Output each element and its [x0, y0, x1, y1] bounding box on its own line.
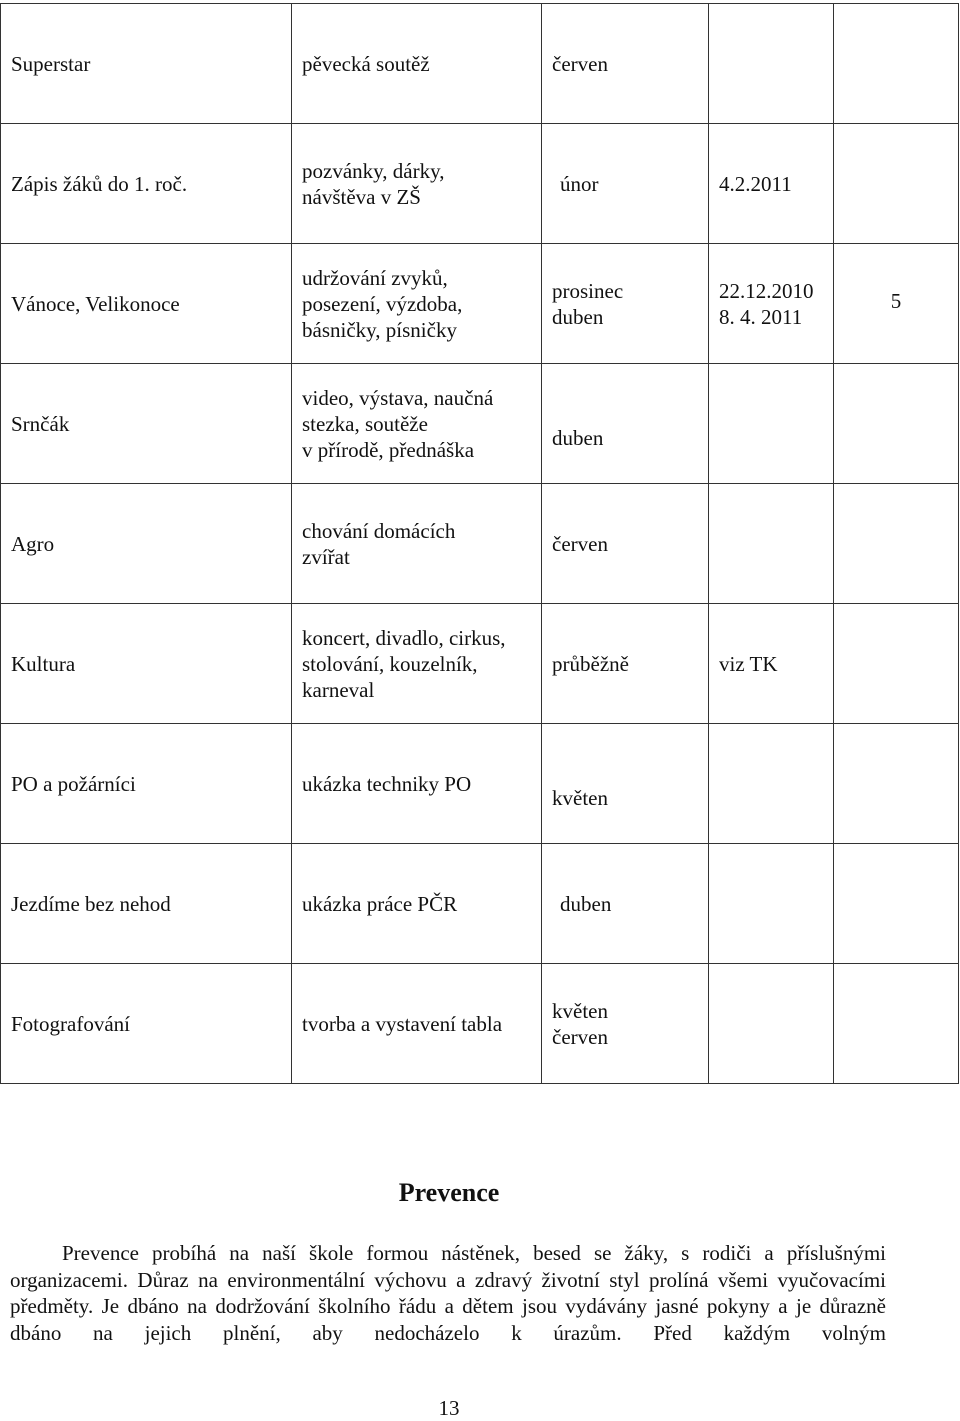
event-date-cell: [709, 964, 834, 1084]
event-activity: chování domácích zvířat: [302, 518, 456, 569]
event-count-cell: [834, 4, 959, 124]
table-row: [1, 964, 959, 1084]
event-name: PO a požárníci: [11, 771, 136, 796]
event-activity: udržování zvyků, posezení, výzdoba, básničky, písničky: [302, 265, 463, 342]
event-name-cell: [1, 124, 292, 244]
event-count: 5: [890, 289, 902, 313]
event-activity: pěvecká soutěž: [302, 51, 430, 76]
event-date-cell: [709, 364, 834, 484]
event-name: Fotografování: [11, 1011, 130, 1036]
event-month: průběžně: [552, 651, 629, 676]
event-month: prosinec duben: [552, 278, 624, 329]
event-name: Srnčák: [11, 411, 70, 436]
event-month-cell: [542, 244, 709, 364]
event-month-cell: [542, 484, 709, 604]
table-row: [1, 604, 959, 724]
event-activity-cell: [292, 124, 542, 244]
event-count-cell: [834, 484, 959, 604]
event-activity-cell: [292, 244, 542, 364]
table-row: [1, 724, 959, 844]
event-month-cell: [542, 724, 709, 844]
event-name-cell: [1, 4, 292, 124]
event-date: 4.2.2011: [719, 171, 792, 196]
event-count-cell: [834, 844, 959, 964]
table-row: [1, 244, 959, 364]
event-name-cell: [1, 724, 292, 844]
event-date-cell: [709, 844, 834, 964]
event-activity-cell: [292, 724, 542, 844]
event-name: Jezdíme bez nehod: [11, 891, 171, 916]
event-date-cell: [709, 124, 834, 244]
event-activity: pozvánky, dárky, návštěva v ZŠ: [302, 158, 445, 209]
event-date-cell: [709, 484, 834, 604]
event-name: Kultura: [11, 651, 76, 676]
event-count-cell: [834, 244, 959, 364]
event-month-cell: [542, 844, 709, 964]
section-heading: Prevence: [398, 1178, 500, 1207]
event-count-cell: [834, 364, 959, 484]
event-activity-cell: [292, 604, 542, 724]
event-activity-cell: [292, 964, 542, 1084]
event-activity: video, výstava, naučná stezka, soutěže v přírodě, přednáška: [302, 385, 494, 462]
table-row: [1, 484, 959, 604]
event-date-cell: [709, 244, 834, 364]
event-name: Vánoce, Velikonoce: [11, 291, 180, 316]
event-name: Superstar: [11, 51, 91, 76]
event-name-cell: [1, 364, 292, 484]
event-date-cell: [709, 4, 834, 124]
event-month: duben: [560, 891, 612, 916]
event-date-cell: [709, 724, 834, 844]
event-activity: tvorba a vystavení tabla: [302, 1011, 503, 1036]
event-name-cell: [1, 244, 292, 364]
event-month: květen červen: [552, 998, 608, 1049]
table-row: [1, 364, 959, 484]
page-number: 13: [438, 1396, 460, 1420]
event-name-cell: [1, 964, 292, 1084]
event-month-cell: [542, 4, 709, 124]
event-name: Agro: [11, 531, 55, 556]
event-name-cell: [1, 844, 292, 964]
event-month-cell: [542, 364, 709, 484]
event-activity: ukázka techniky PO: [302, 771, 472, 796]
event-date: viz TK: [719, 651, 778, 676]
event-month-cell: [542, 964, 709, 1084]
event-activity-cell: [292, 844, 542, 964]
event-month: květen: [552, 785, 608, 810]
section-paragraph: Prevence probíhá na naší škole formou nástěnek, besed se žáky, s rodiči a příslušnými organizacemi. Důraz na environmentální výchovu a zdravý životní styl prolíná všemi vyučovacími předměty. Je dbáno na dodržování školního řádu a dětem jsou vydávány jasné pokyny a je důrazně dbáno na jejich plnění, aby nedocházelo k úrazům. Před každým volným: [10, 1241, 886, 1345]
event-activity-cell: [292, 364, 542, 484]
event-activity: ukázka práce PČR: [302, 891, 458, 916]
event-month: duben: [552, 425, 604, 450]
event-date-cell: [709, 604, 834, 724]
event-name-cell: [1, 604, 292, 724]
event-activity: koncert, divadlo, cirkus, stolování, kouzelník, karneval: [302, 625, 506, 702]
event-month-cell: [542, 604, 709, 724]
table-row: [1, 844, 959, 964]
event-count-cell: [834, 964, 959, 1084]
event-name: Zápis žáků do 1. roč.: [11, 171, 188, 196]
event-month: červen: [552, 51, 608, 76]
event-month: červen: [552, 531, 608, 556]
event-date: 22.12.2010 8. 4. 2011: [719, 278, 814, 329]
event-count-cell: [834, 124, 959, 244]
event-activity-cell: [292, 4, 542, 124]
event-month: únor: [560, 171, 599, 196]
event-name-cell: [1, 484, 292, 604]
table-row: [1, 124, 959, 244]
event-activity-cell: [292, 484, 542, 604]
event-month-cell: [542, 124, 709, 244]
events-table: [0, 3, 959, 1084]
table-row: [1, 4, 959, 124]
event-count-cell: [834, 604, 959, 724]
event-count-cell: [834, 724, 959, 844]
